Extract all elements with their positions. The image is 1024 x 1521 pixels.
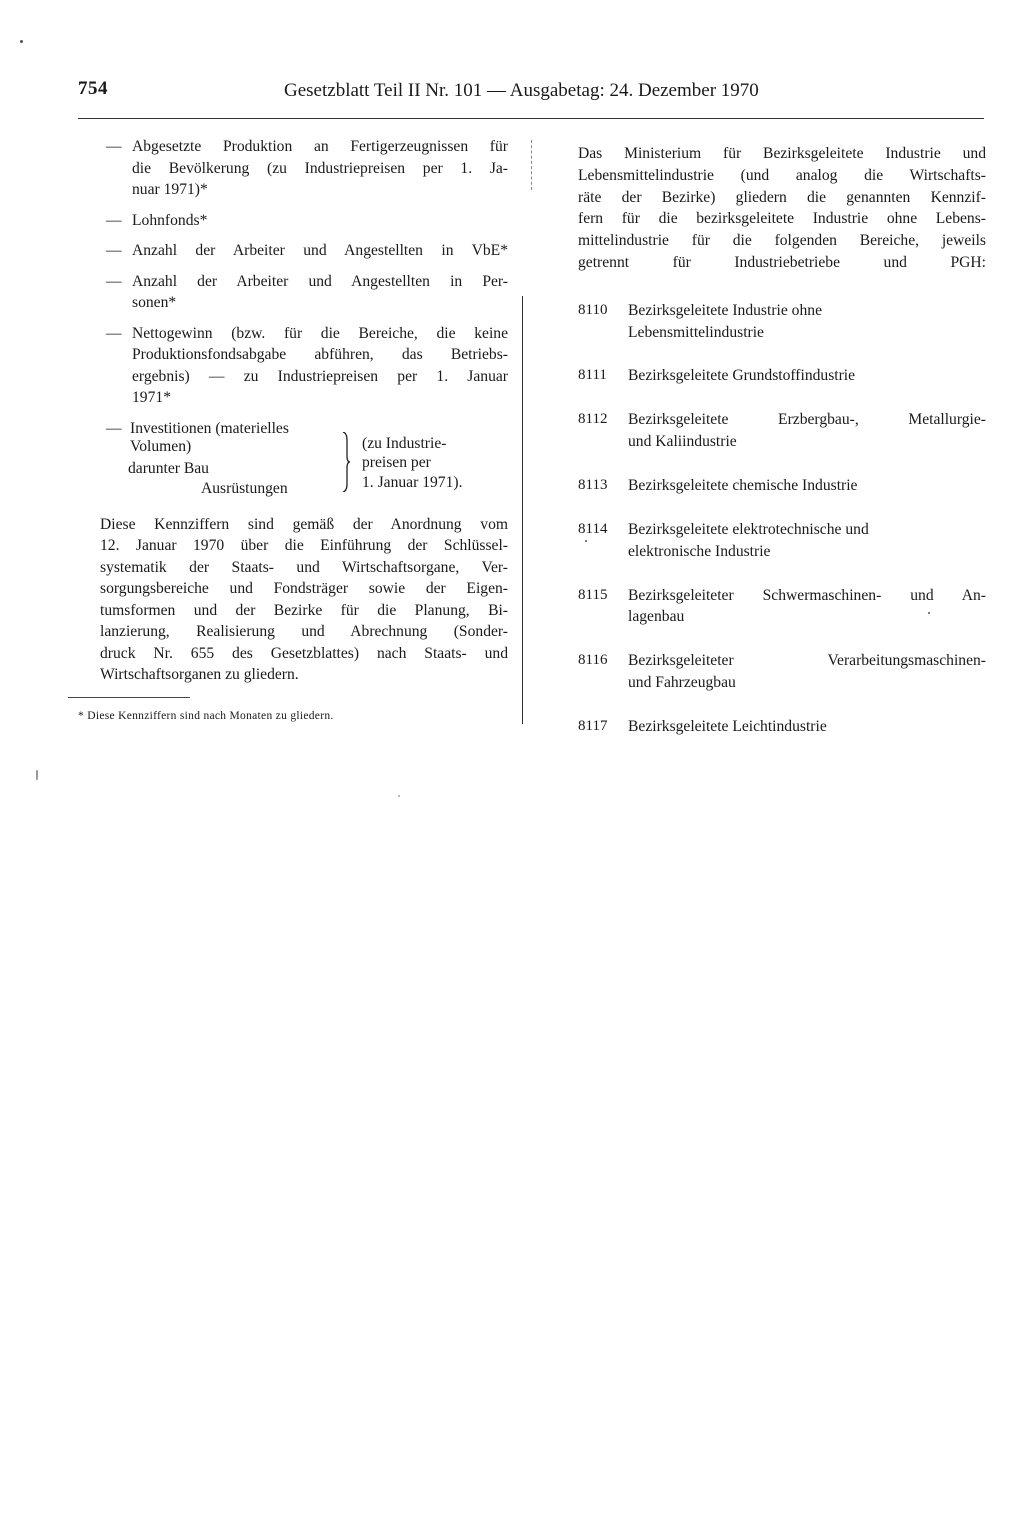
text-line: räte der Bezirke) gliedern die genannten Kennzif-: [578, 188, 986, 206]
text-line: systematik der Staats- und Wirtschaftsorgane, Ver-: [100, 558, 508, 576]
category-label: Bezirksgeleiteter Verarbeitungsmaschinen-: [628, 652, 986, 670]
list-item-anzahl-personen: [100, 271, 508, 314]
text-line: mittelindustrie für die folgenden Bereiche, jeweils: [578, 232, 986, 250]
category-code: 8115: [578, 586, 608, 603]
column-divider: [522, 296, 523, 724]
text-line: druck Nr. 655 des Gesetzblattes) nach Staats- und: [100, 644, 508, 662]
category-label: Lebensmittelindustrie: [628, 323, 764, 341]
text-line: (zu Industrie-: [362, 434, 447, 452]
investment-price-note: [362, 434, 462, 493]
investment-ausruestungen: Ausrüstungen: [201, 479, 288, 497]
scan-speck: [928, 612, 930, 614]
text-line: Produktionsfondsabgabe abführen, das Betriebs-: [132, 346, 508, 363]
text-line: sorgungsbereiche und Fondsträger sowie der Eigen-: [100, 580, 508, 597]
text-line: Diese Kennziffern sind gemäß der Anordnung vom: [100, 515, 508, 533]
text-line: die Bevölkerung (zu Industriepreisen per 1. Ja-: [132, 159, 508, 177]
category-row-8115: [578, 585, 986, 629]
category-label: Bezirksgeleitete chemische Industrie: [628, 476, 858, 494]
category-row-8113: [578, 475, 986, 497]
list-item-abgesetzte-produktion: [100, 136, 508, 201]
text-line: Das Ministerium für Bezirksgeleitete Industrie und: [578, 145, 986, 162]
footnote: * Diese Kennziffern sind nach Monaten zu gliedern.: [78, 710, 334, 722]
investment-label: Investitionen (materielles: [130, 419, 289, 437]
list-item-anzahl-vbe: [100, 240, 508, 262]
text-line: ergebnis) — zu Industriepreisen per 1. Januar: [132, 367, 508, 385]
left-column: [100, 136, 508, 686]
category-label: lagenbau: [628, 608, 685, 626]
text-line: Anzahl der Arbeiter und Angestellten in VbE*: [132, 242, 508, 259]
running-head: Gesetzblatt Teil II Nr. 101 — Ausgabetag: 24. Dezember 1970: [284, 80, 759, 101]
text-line: getrennt für Industriebetriebe und PGH:: [578, 253, 986, 271]
page-number: 754: [78, 78, 108, 99]
text-line: tumsformen und der Bezirke für die Planung, Bi-: [100, 601, 508, 619]
category-label: Bezirksgeleitete elektrotechnische und: [628, 520, 869, 538]
list-dash: —: [106, 272, 122, 290]
category-label: und Kaliindustrie: [628, 433, 737, 451]
list-dash: —: [106, 138, 122, 155]
text-line: 1. Januar 1971).: [362, 473, 463, 491]
right-column: [578, 143, 986, 760]
list-dash: —: [106, 211, 122, 229]
list-dash: —: [106, 324, 122, 342]
list-dash: —: [106, 419, 122, 437]
text-line: Lohnfonds*: [132, 211, 208, 229]
text-line: Abgesetzte Produktion an Fertigerzeugnissen für: [132, 138, 508, 155]
category-label: Bezirksgeleitete Leichtindustrie: [628, 717, 827, 735]
list-dash: —: [106, 242, 122, 259]
text-line: 12. Januar 1970 über die Einführung der Schlüssel-: [100, 537, 508, 554]
category-row-8116: [578, 650, 986, 694]
category-label: und Fahrzeugbau: [628, 673, 736, 691]
investment-volume: Volumen): [130, 437, 192, 455]
category-row-8110: [578, 300, 986, 344]
category-code: 8114: [578, 520, 608, 537]
investment-bau: darunter Bau: [128, 459, 209, 477]
category-row-8114: [578, 519, 986, 563]
text-line: Anzahl der Arbeiter und Angestellten in Per-: [132, 272, 508, 290]
text-line: Lebensmittelindustrie (und analog die Wirtschafts-: [578, 166, 986, 184]
category-code: 8117: [578, 717, 608, 734]
category-label: Bezirksgeleitete Industrie ohne: [628, 301, 822, 319]
text-line: 1971*: [132, 389, 171, 406]
footnote-divider: [68, 697, 190, 698]
category-row-8117: [578, 716, 986, 738]
page-header: [78, 78, 984, 119]
category-code: 8113: [578, 476, 608, 493]
text-line: Wirtschaftsorganen zu gliedern.: [100, 666, 299, 683]
kennziffern-paragraph: [100, 514, 508, 686]
category-label: Bezirksgeleitete Grundstoffindustrie: [628, 367, 856, 385]
text-line: nuar 1971)*: [132, 181, 208, 198]
ministerium-paragraph: [578, 143, 986, 274]
category-code: 8111: [578, 367, 607, 384]
category-code: 8116: [578, 652, 608, 669]
list-item-nettogewinn: [100, 323, 508, 409]
category-code: 8110: [578, 301, 608, 318]
scan-speck: [585, 540, 587, 542]
text-line: Nettogewinn (bzw. für die Bereiche, die keine: [132, 324, 508, 342]
text-line: preisen per: [362, 454, 431, 471]
category-row-8111: [578, 365, 986, 387]
list-item-lohnfonds: [100, 210, 508, 232]
curly-brace-icon: [342, 432, 350, 492]
list-item-investitionen: [100, 418, 508, 497]
category-code: 8112: [578, 411, 608, 428]
scan-speck: [398, 795, 400, 797]
scan-speck: [20, 40, 23, 43]
category-label: elektronische Industrie: [628, 542, 771, 560]
category-row-8112: [578, 409, 986, 453]
column-divider-top: [531, 140, 532, 190]
category-label: Bezirksgeleitete Erzbergbau-, Metallurgie-: [628, 411, 986, 429]
category-label: Bezirksgeleiteter Schwermaschinen- und An-: [628, 586, 986, 604]
text-line: fern für die bezirksgeleitete Industrie ohne Lebens-: [578, 210, 986, 228]
text-line: sonen*: [132, 294, 177, 311]
scan-speck: [36, 770, 38, 780]
text-line: lanzierung, Realisierung und Abrechnung (Sonder-: [100, 623, 508, 640]
